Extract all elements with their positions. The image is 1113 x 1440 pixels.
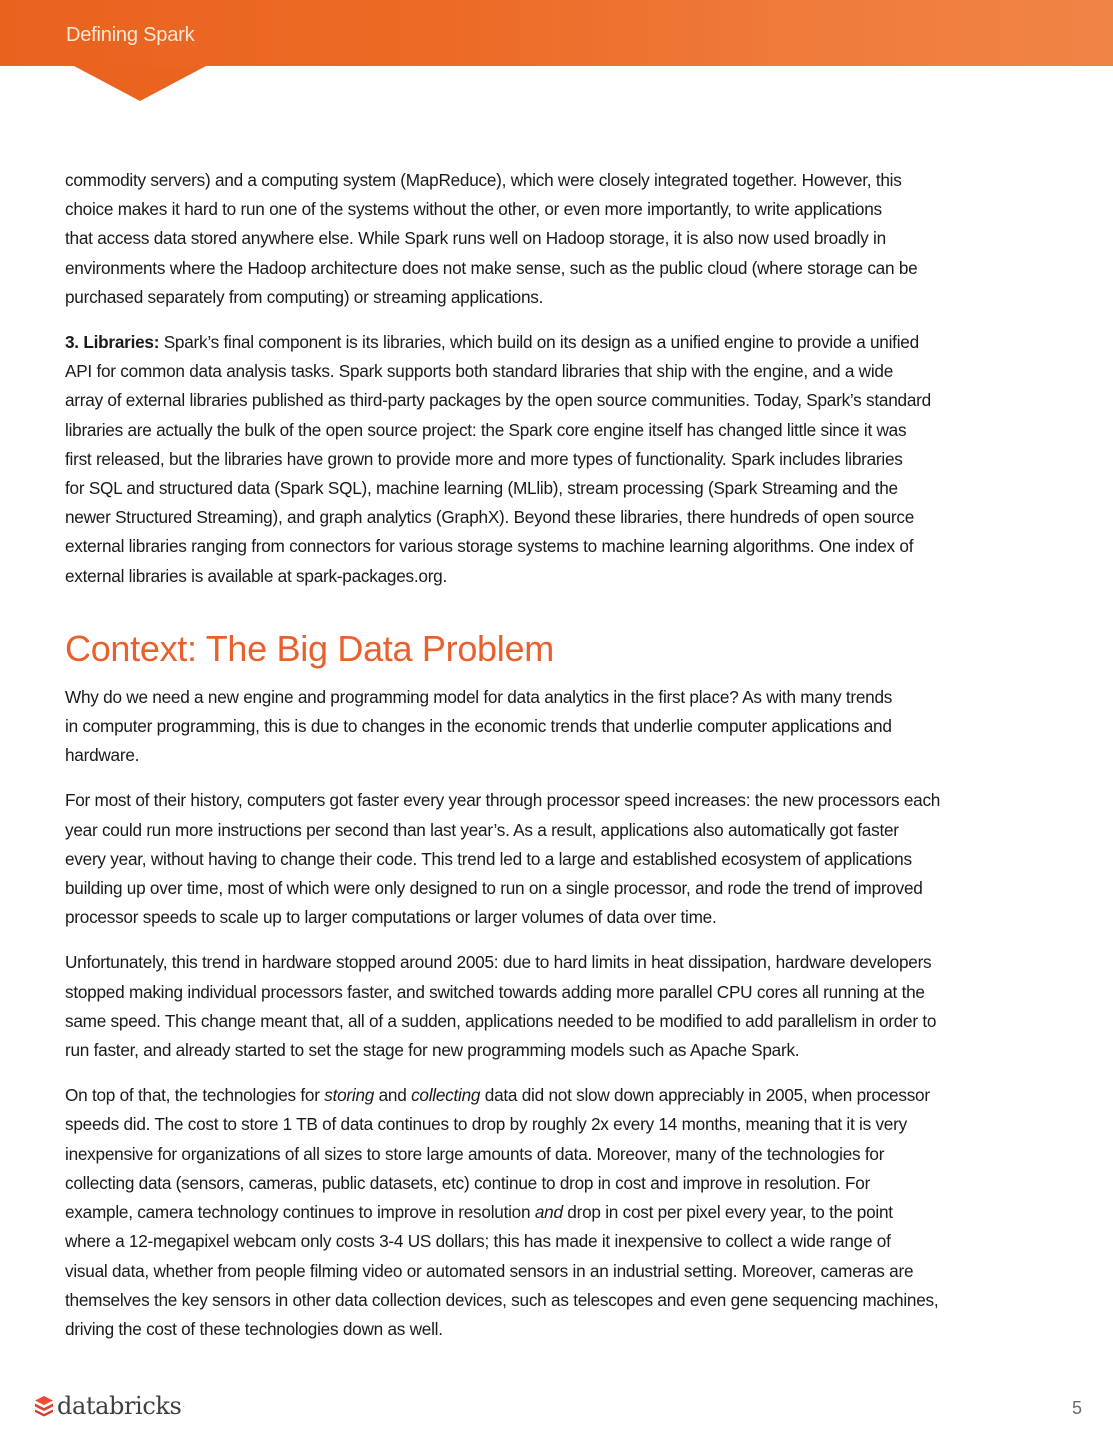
text-line: where a 12-megapixel webcam only costs 3-4 US dollars; this has made it inexpensive to collect a wide range of [65, 1231, 891, 1252]
text-segment: data did not slow down appreciably in 2005, when processor [480, 1085, 930, 1106]
text-line: commodity servers) and a computing system (MapReduce), which were closely integrated together. However, this [65, 170, 902, 190]
text-line: driving the cost of these technologies down as well. [65, 1318, 443, 1339]
text-line: libraries are actually the bulk of the open source project: the Spark core engine itself has changed little since it was [65, 419, 907, 440]
emphasis-and: and [534, 1202, 563, 1223]
text-line: in computer programming, this is due to changes in the economic trends that underlie computer applications and [65, 716, 892, 737]
text-line: first released, but the libraries have grown to provide more and more types of functionality. Spark includes libraries [65, 448, 903, 469]
text-line: themselves the key sensors in other data collection devices, such as telescopes and even gene sequencing machines, [65, 1289, 939, 1310]
text-line: Unfortunately, this trend in hardware stopped around 2005: due to hard limits in heat dissipation, hardware developers [65, 952, 932, 973]
text-line: external libraries is available at spark-packages.org. [65, 565, 448, 586]
section-heading: Context: The Big Data Problem [65, 627, 554, 669]
text-line: that access data stored anywhere else. While Spark runs well on Hadoop storage, it is also now used broadly in [65, 228, 886, 249]
text-line: visual data, whether from people filming video or automated sensors in an industrial setting. Moreover, cameras are [65, 1260, 914, 1281]
databricks-stack-icon [34, 1395, 54, 1417]
text-line: array of external libraries published as third-party packages by the open source communities. Today, Spark’s standard [65, 390, 931, 411]
paragraph-processor-history [65, 786, 1055, 932]
trademark-mark: · [182, 1401, 186, 1411]
text-line: external libraries ranging from connectors for various storage systems to machine learning algorithms. One index of [65, 536, 914, 557]
text-segment: example, camera technology continues to improve in resolution [65, 1202, 535, 1223]
text-line: newer Structured Streaming), and graph analytics (GraphX). Beyond these libraries, there hundreds of open source [65, 507, 915, 528]
page-content [65, 166, 1055, 1360]
paragraph-hardware-trend-stopped [65, 948, 1055, 1065]
libraries-label: 3. Libraries: [65, 332, 160, 353]
text-line: purchased separately from computing) or streaming applications. [65, 286, 544, 307]
text-segment: Spark’s final component is its libraries, which build on its design as a unified engine to provide a unified [159, 332, 919, 353]
text-line: for SQL and structured data (Spark SQL), machine learning (MLlib), stream processing (Spark Streaming and the [65, 478, 898, 499]
logo-wordmark: databricks [57, 1392, 182, 1420]
text-line: every year, without having to change their code. This trend led to a large and established ecosystem of applications [65, 848, 912, 869]
text-line: processor speeds to scale up to larger computations or larger volumes of data over time. [65, 907, 717, 928]
paragraph-hadoop-storage [65, 166, 1055, 312]
paragraph-why-new-engine [65, 683, 1055, 771]
text-segment: drop in cost per pixel every year, to the point [562, 1202, 893, 1223]
text-line: same speed. This change meant that, all of a sudden, applications needed to be modified to add parallelism in order to [65, 1010, 937, 1031]
text-line: environments where the Hadoop architecture does not make sense, such as the public cloud (where storage can be [65, 257, 918, 278]
header-notch-decoration [74, 66, 206, 101]
text-line: speeds did. The cost to store 1 TB of data continues to drop by roughly 2x every 14 months, meaning that it is very [65, 1114, 907, 1135]
databricks-logo [34, 1392, 185, 1420]
text-line: API for common data analysis tasks. Spark supports both standard libraries that ship with the engine, and a wide [65, 361, 894, 382]
text-line: building up over time, most of which were only designed to run on a single processor, and rode the trend of improved [65, 878, 923, 899]
text-line: collecting data (sensors, cameras, public datasets, etc) continue to drop in cost and improve in resolution. For [65, 1172, 871, 1193]
text-line: inexpensive for organizations of all sizes to store large amounts of data. Moreover, many of the technologies for [65, 1143, 885, 1164]
page-number: 5 [1071, 1398, 1082, 1418]
emphasis-collecting: collecting [411, 1085, 481, 1106]
text-line: hardware. [65, 745, 140, 766]
paragraph-libraries [65, 328, 1055, 591]
text-line: For most of their history, computers got faster every year through processor speed increases: the new processors each [65, 790, 941, 811]
paragraph-storage-collection-costs [65, 1081, 1055, 1344]
text-line [65, 328, 1055, 357]
text-segment: On top of that, the technologies for [65, 1085, 325, 1106]
text-line: stopped making individual processors faster, and switched towards adding more parallel CPU cores all running at the [65, 981, 925, 1002]
text-line: year could run more instructions per second than last year’s. As a result, applications also automatically got faster [65, 819, 899, 840]
text-line: Why do we need a new engine and programming model for data analytics in the first place? As with many trends [65, 686, 893, 707]
text-line: run faster, and already started to set the stage for new programming models such as Apache Spark. [65, 1040, 800, 1061]
emphasis-storing: storing [324, 1085, 375, 1106]
chapter-title: Defining Spark [66, 24, 195, 46]
text-line [65, 1081, 1055, 1110]
text-line: choice makes it hard to run one of the systems without the other, or even more importantly, to write applications [65, 199, 882, 220]
text-line [65, 1198, 1055, 1227]
text-segment: and [374, 1085, 412, 1106]
